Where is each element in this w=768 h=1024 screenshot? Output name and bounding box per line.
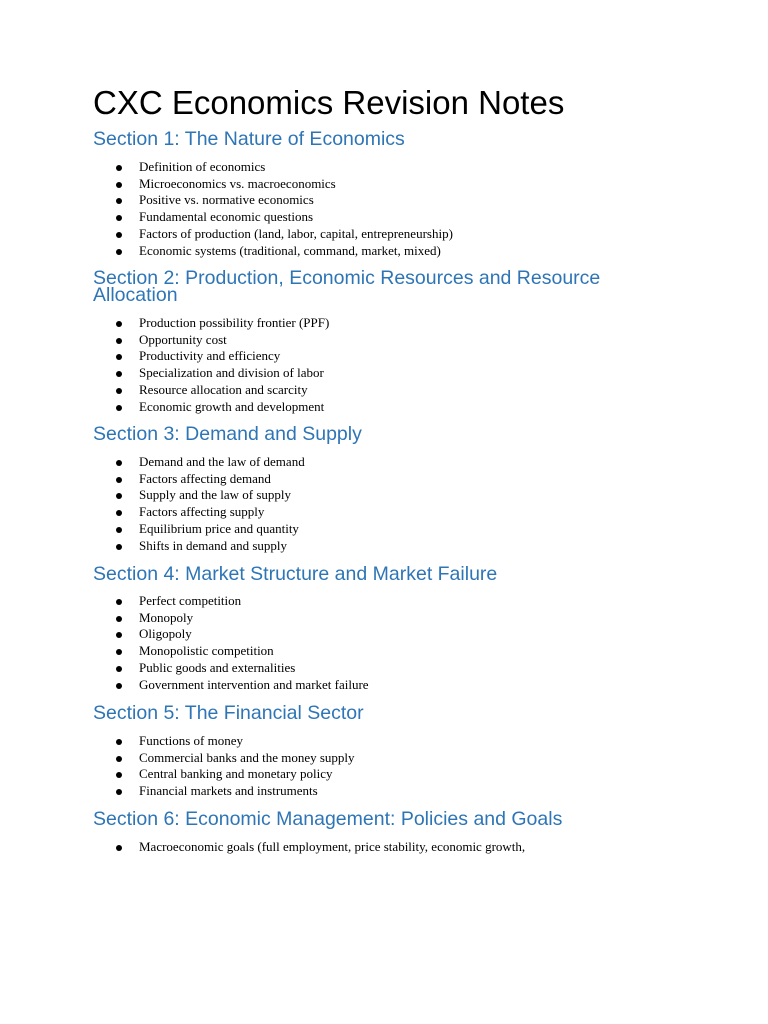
- bullet-icon: [116, 632, 122, 638]
- list-item-text: Specialization and division of labor: [139, 365, 324, 381]
- bullet-icon: [116, 772, 122, 778]
- list-item: [93, 176, 693, 193]
- list-item-text: Equilibrium price and quantity: [139, 520, 299, 536]
- list-item-text: Central banking and monetary policy: [139, 766, 333, 782]
- bullet-icon: [116, 321, 122, 327]
- list-item-text: Public goods and externalities: [139, 659, 296, 675]
- list-item-text: Fundamental economic questions: [139, 209, 314, 225]
- list-item: [93, 538, 693, 555]
- list-item: [93, 226, 693, 243]
- list-item: [93, 660, 693, 677]
- bullet-list: [93, 839, 693, 856]
- list-item-text: Economic growth and development: [139, 398, 325, 414]
- section-heading: Section 3: Demand and Supply: [93, 423, 362, 445]
- bullet-icon: [116, 845, 122, 851]
- document-title: CXC Economics Revision Notes: [93, 84, 565, 121]
- list-item-text: Shifts in demand and supply: [139, 537, 288, 553]
- list-item: [93, 839, 693, 856]
- bullet-icon: [116, 477, 122, 483]
- bullet-icon: [116, 527, 122, 533]
- list-item-text: Resource allocation and scarcity: [139, 381, 308, 397]
- bullet-icon: [116, 649, 122, 655]
- bullet-icon: [116, 460, 122, 466]
- list-item: [93, 593, 693, 610]
- list-item-text: Oligopoly: [139, 626, 192, 642]
- section-heading: Section 4: Market Structure and Market Failure: [93, 563, 498, 585]
- list-item-text: Definition of economics: [139, 159, 266, 174]
- bullet-icon: [116, 165, 122, 171]
- list-item: [93, 159, 693, 176]
- bullet-icon: [116, 232, 122, 238]
- bullet-list: [93, 315, 693, 415]
- list-item-text: Factors of production (land, labor, capital, entrepreneurship): [139, 225, 453, 241]
- list-item-text: Microeconomics vs. macroeconomics: [139, 175, 336, 191]
- list-item: [93, 783, 693, 800]
- list-item: [93, 365, 693, 382]
- bullet-list: [93, 159, 693, 259]
- list-item-text: Factors affecting demand: [139, 470, 271, 486]
- list-item: [93, 209, 693, 226]
- section-1: [93, 128, 693, 259]
- list-item: [93, 315, 693, 332]
- list-item: [93, 382, 693, 399]
- bullet-icon: [116, 599, 122, 605]
- bullet-icon: [116, 616, 122, 622]
- list-item-text: Demand and the law of demand: [139, 454, 305, 469]
- bullet-icon: [116, 338, 122, 344]
- bullet-icon: [116, 739, 122, 745]
- list-item: [93, 487, 693, 504]
- list-item-text: Financial markets and instruments: [139, 783, 318, 799]
- list-item: [93, 454, 693, 471]
- list-item: [93, 733, 693, 750]
- bullet-list: [93, 733, 693, 800]
- list-item-text: Productivity and efficiency: [139, 348, 281, 364]
- bullet-icon: [116, 510, 122, 516]
- list-item-text: Commercial banks and the money supply: [139, 749, 355, 765]
- bullet-icon: [116, 405, 122, 411]
- list-item-text: Positive vs. normative economics: [139, 192, 314, 208]
- bullet-list: [93, 593, 693, 693]
- section-3: [93, 423, 693, 554]
- bullet-icon: [116, 789, 122, 795]
- bullet-icon: [116, 371, 122, 377]
- section-5: [93, 702, 693, 800]
- list-item-text: Monopolistic competition: [139, 643, 274, 659]
- list-item-text: Government intervention and market failure: [139, 676, 369, 692]
- bullet-icon: [116, 544, 122, 550]
- bullet-icon: [116, 215, 122, 221]
- list-item-text: Functions of money: [139, 733, 243, 748]
- bullet-list: [93, 454, 693, 554]
- list-item: [93, 348, 693, 365]
- list-item-text: Opportunity cost: [139, 331, 227, 347]
- list-item-text: Factors affecting supply: [139, 504, 265, 520]
- list-item-text: Production possibility frontier (PPF): [139, 315, 330, 330]
- list-item: [93, 192, 693, 209]
- section-heading: Section 6: Economic Management: Policies and Goals: [93, 808, 563, 830]
- list-item-text: Macroeconomic goals (full employment, price stability, economic growth,: [139, 839, 526, 854]
- list-item: [93, 332, 693, 349]
- list-item: [93, 610, 693, 627]
- section-2: [93, 267, 693, 415]
- section-heading: Section 1: The Nature of Economics: [93, 128, 405, 150]
- bullet-icon: [116, 683, 122, 689]
- list-item: [93, 766, 693, 783]
- list-item-text: Monopoly: [139, 609, 194, 625]
- bullet-icon: [116, 666, 122, 672]
- list-item: [93, 471, 693, 488]
- bullet-icon: [116, 182, 122, 188]
- list-item: [93, 504, 693, 521]
- list-item-text: Economic systems (traditional, command, market, mixed): [139, 242, 441, 258]
- list-item: [93, 399, 693, 416]
- list-item: [93, 677, 693, 694]
- list-item-text: Supply and the law of supply: [139, 487, 292, 503]
- bullet-icon: [116, 198, 122, 204]
- list-item: [93, 626, 693, 643]
- section-4: [93, 563, 693, 693]
- bullet-icon: [116, 249, 122, 255]
- list-item: [93, 521, 693, 538]
- section-6: [93, 808, 693, 856]
- list-item: [93, 750, 693, 767]
- section-heading: Section 2: Production, Economic Resources and Resource Allocation: [93, 267, 601, 306]
- bullet-icon: [116, 756, 122, 762]
- list-item: [93, 243, 693, 260]
- list-item-text: Perfect competition: [139, 593, 242, 608]
- bullet-icon: [116, 354, 122, 360]
- list-item: [93, 643, 693, 660]
- bullet-icon: [116, 493, 122, 499]
- bullet-icon: [116, 388, 122, 394]
- section-heading: Section 5: The Financial Sector: [93, 702, 364, 724]
